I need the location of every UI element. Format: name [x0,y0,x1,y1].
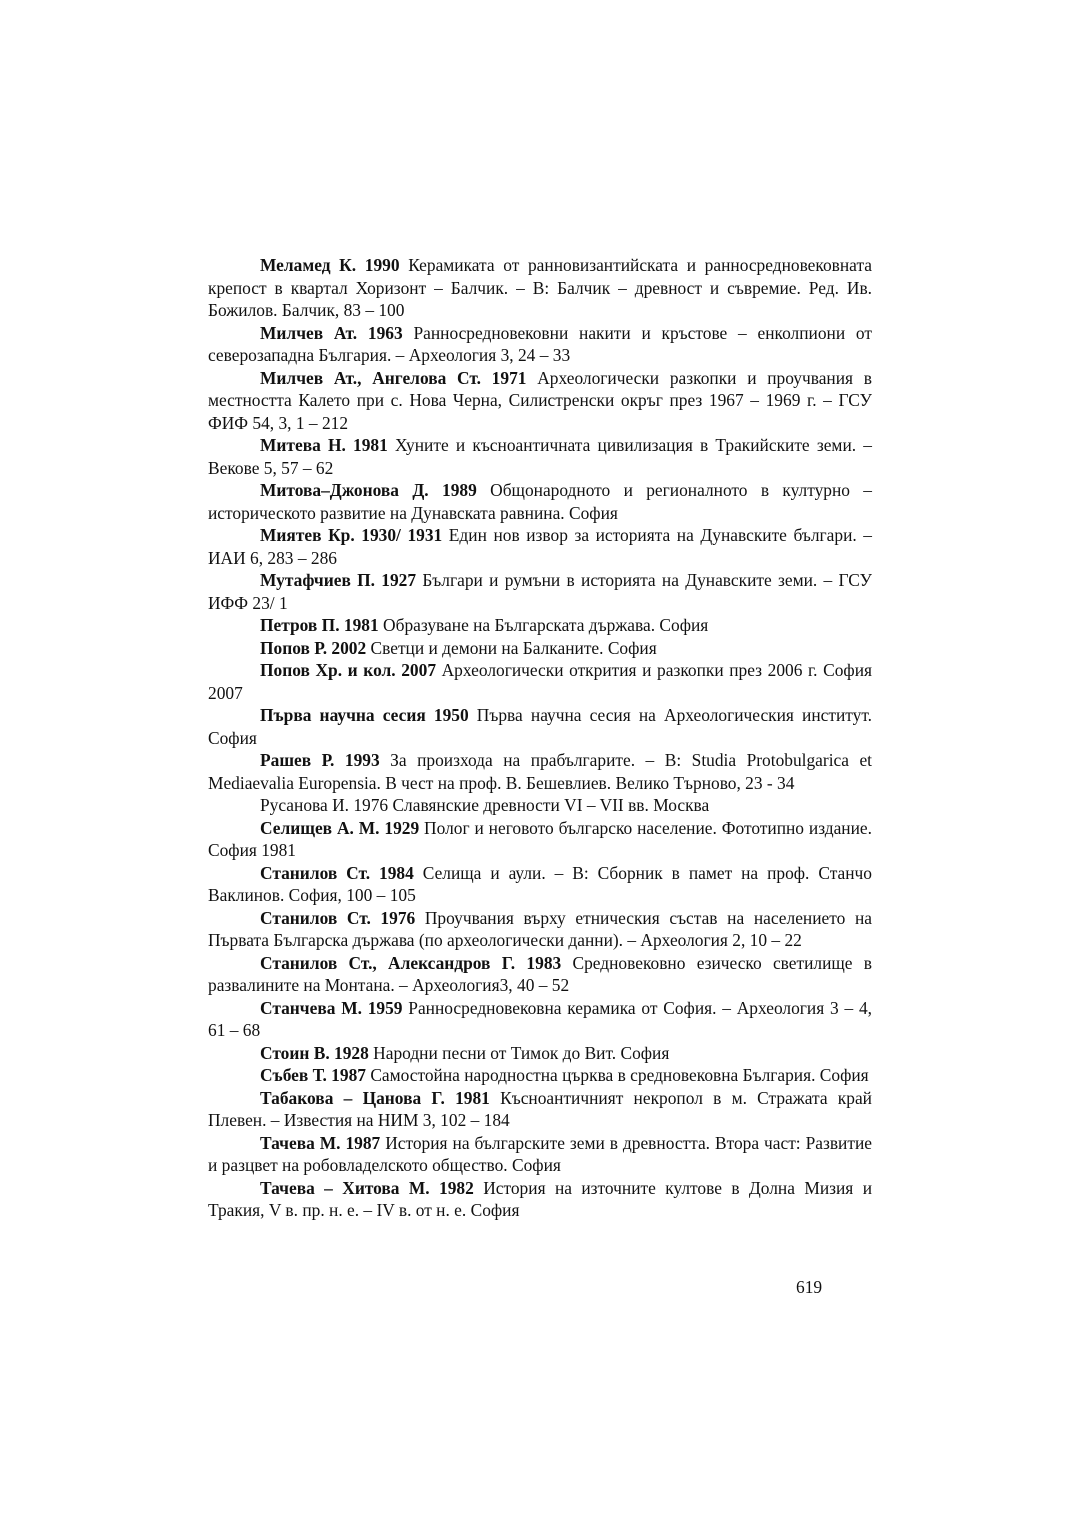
bibliography-entry [208,659,872,704]
entry-author: Митова–Джонова Д. 1989 [260,480,477,500]
entry-text: Археологически разкопки и проучвания в местността Калето при с. Нова Черна, Силистренски окръг през 1967 – 1969 г. – ГСУ ФИФ 54, 3, 1 – 212 [208,367,872,433]
bibliography-entry [208,794,872,817]
entry-author: Милчев Ат. 1963 [260,322,403,343]
bibliography-entry [208,1132,872,1177]
entry-author: Станилов Ст. 1976 [260,907,416,928]
entry-text: Светци и демони на Балканите. София [366,637,657,658]
entry-author: Попов Хр. и кол. 2007 [260,660,437,680]
bibliography-entry [208,862,872,907]
bibliography-entry [208,637,872,660]
bibliography-entry [208,569,872,614]
entry-author: Петров П. 1981 [260,615,379,635]
entry-text: Българи и румъни в историята на Дунавските земи. – ГСУ ИФФ 23/ 1 [208,570,872,613]
bibliography-list [208,254,872,1222]
bibliography-entry [208,952,872,997]
entry-author: Митева Н. 1981 [260,435,388,455]
entry-author: Рашев Р. 1993 [260,750,380,770]
entry-text: Ранносредновековна керамика от София. – Археология 3 – 4, 61 – 68 [208,997,872,1040]
bibliography-entry [208,322,872,367]
entry-text: Русанова И. 1976 Славянские древности VI – VII вв. Москва [260,795,710,815]
page-number: 619 [796,1277,823,1297]
bibliography-entry [208,524,872,569]
entry-author: Мутафчиев П. 1927 [260,570,417,590]
bibliography-entry [208,254,872,322]
entry-text: Проучвания върху етническия състав на населението на Първата Българска държава (по археологически данни). – Археология 2, 10 – 22 [208,907,872,950]
entry-author: Събев Т. 1987 [260,1065,366,1085]
entry-author: Тачева – Хитова М. 1982 [260,1177,474,1198]
entry-author: Станилов Ст., Александров Г. 1983 [260,952,562,973]
bibliography-entry [208,1177,872,1222]
entry-author: Попов Р. 2002 [260,637,367,658]
entry-text: За произхода на прабългарите. – В: Studia Protobulgarica et Mediaevalia Europensia. В чест на проф. В. Бешевлиев. Велико Търново, 23 - 34 [208,750,872,793]
entry-text: Археологически открития и разкопки през 2006 г. София 2007 [208,660,872,703]
entry-text: Керамиката от ранновизантийската и ранносредновековната крепост в квартал Хоризонт – Балчик. – В: Балчик – древност и съвремие. Ред. Ив. Божилов. Балчик, 83 – 100 [208,255,872,320]
entry-text: Първа научна сесия на Археологическия институт. София [208,705,872,748]
entry-author: Селищев А. М. 1929 [260,817,420,838]
entry-text: История на източните култове в Долна Мизия и Тракия, V в. пр. н. е. – IV в. от н. е. София [208,1177,872,1220]
entry-text: Народни песни от Тимок до Вит. София [368,1042,670,1063]
bibliography-entry [208,479,872,524]
entry-text: Полог и неговото българско население. Фототипно издание. София 1981 [208,817,872,860]
entry-text: Късноантичният некропол в м. Стражата край Плевен. – Известия на НИМ 3, 102 – 184 [208,1087,872,1130]
entry-author: Станчева М. 1959 [260,997,403,1018]
bibliography-entry [208,749,872,794]
bibliography-entry [208,907,872,952]
entry-text: Средновековно езическо светилище в развалините на Монтана. – Археология3, 40 – 52 [208,952,872,995]
entry-text: Един нов извор за историята на Дунавските българи. – ИАИ 6, 283 – 286 [208,525,873,568]
entry-author: Табакова – Цанова Г. 1981 [260,1087,490,1108]
entry-text: Самостойна народностна църква в средновековна България. София [365,1065,869,1085]
bibliography-entry [208,817,872,862]
entry-author: Тачева М. 1987 [260,1132,381,1153]
bibliography-entry [208,1042,872,1065]
entry-author: Стоин В. 1928 [260,1042,369,1063]
entry-author: Милчев Ат., Ангелова Ст. 1971 [260,367,527,388]
bibliography-entry [208,614,872,637]
entry-text: История на българските земи в древността. Втора част: Развитие и разцвет на робовладелското общество. София [208,1132,872,1175]
entry-author: Миятев Кр. 1930/ 1931 [260,525,443,545]
bibliography-entry [208,1087,872,1132]
entry-text: Образуване на Българската държава. София [378,615,709,635]
entry-text: Общонародното и регионалното в културно – историческото развитие на Дунавската равнина. София [208,480,872,523]
entry-author: Станилов Ст. 1984 [260,862,414,883]
bibliography-entry [208,1064,872,1087]
entry-text: Селища и аули. – В: Сборник в памет на проф. Станчо Ваклинов. София, 100 – 105 [208,862,872,905]
bibliography-entry [208,367,872,435]
bibliography-entry [208,704,872,749]
entry-text: Хуните и късноантичната цивилизация в Тракийските земи. – Векове 5, 57 – 62 [208,435,872,478]
bibliography-entry [208,434,872,479]
entry-author: Първа научна сесия 1950 [260,705,469,725]
bibliography-entry [208,997,872,1042]
entry-text: Ранносредновековни накити и кръстове – енколпиони от северозападна България. – Археология 3, 24 – 33 [208,322,872,365]
entry-author: Меламед К. 1990 [260,255,400,275]
